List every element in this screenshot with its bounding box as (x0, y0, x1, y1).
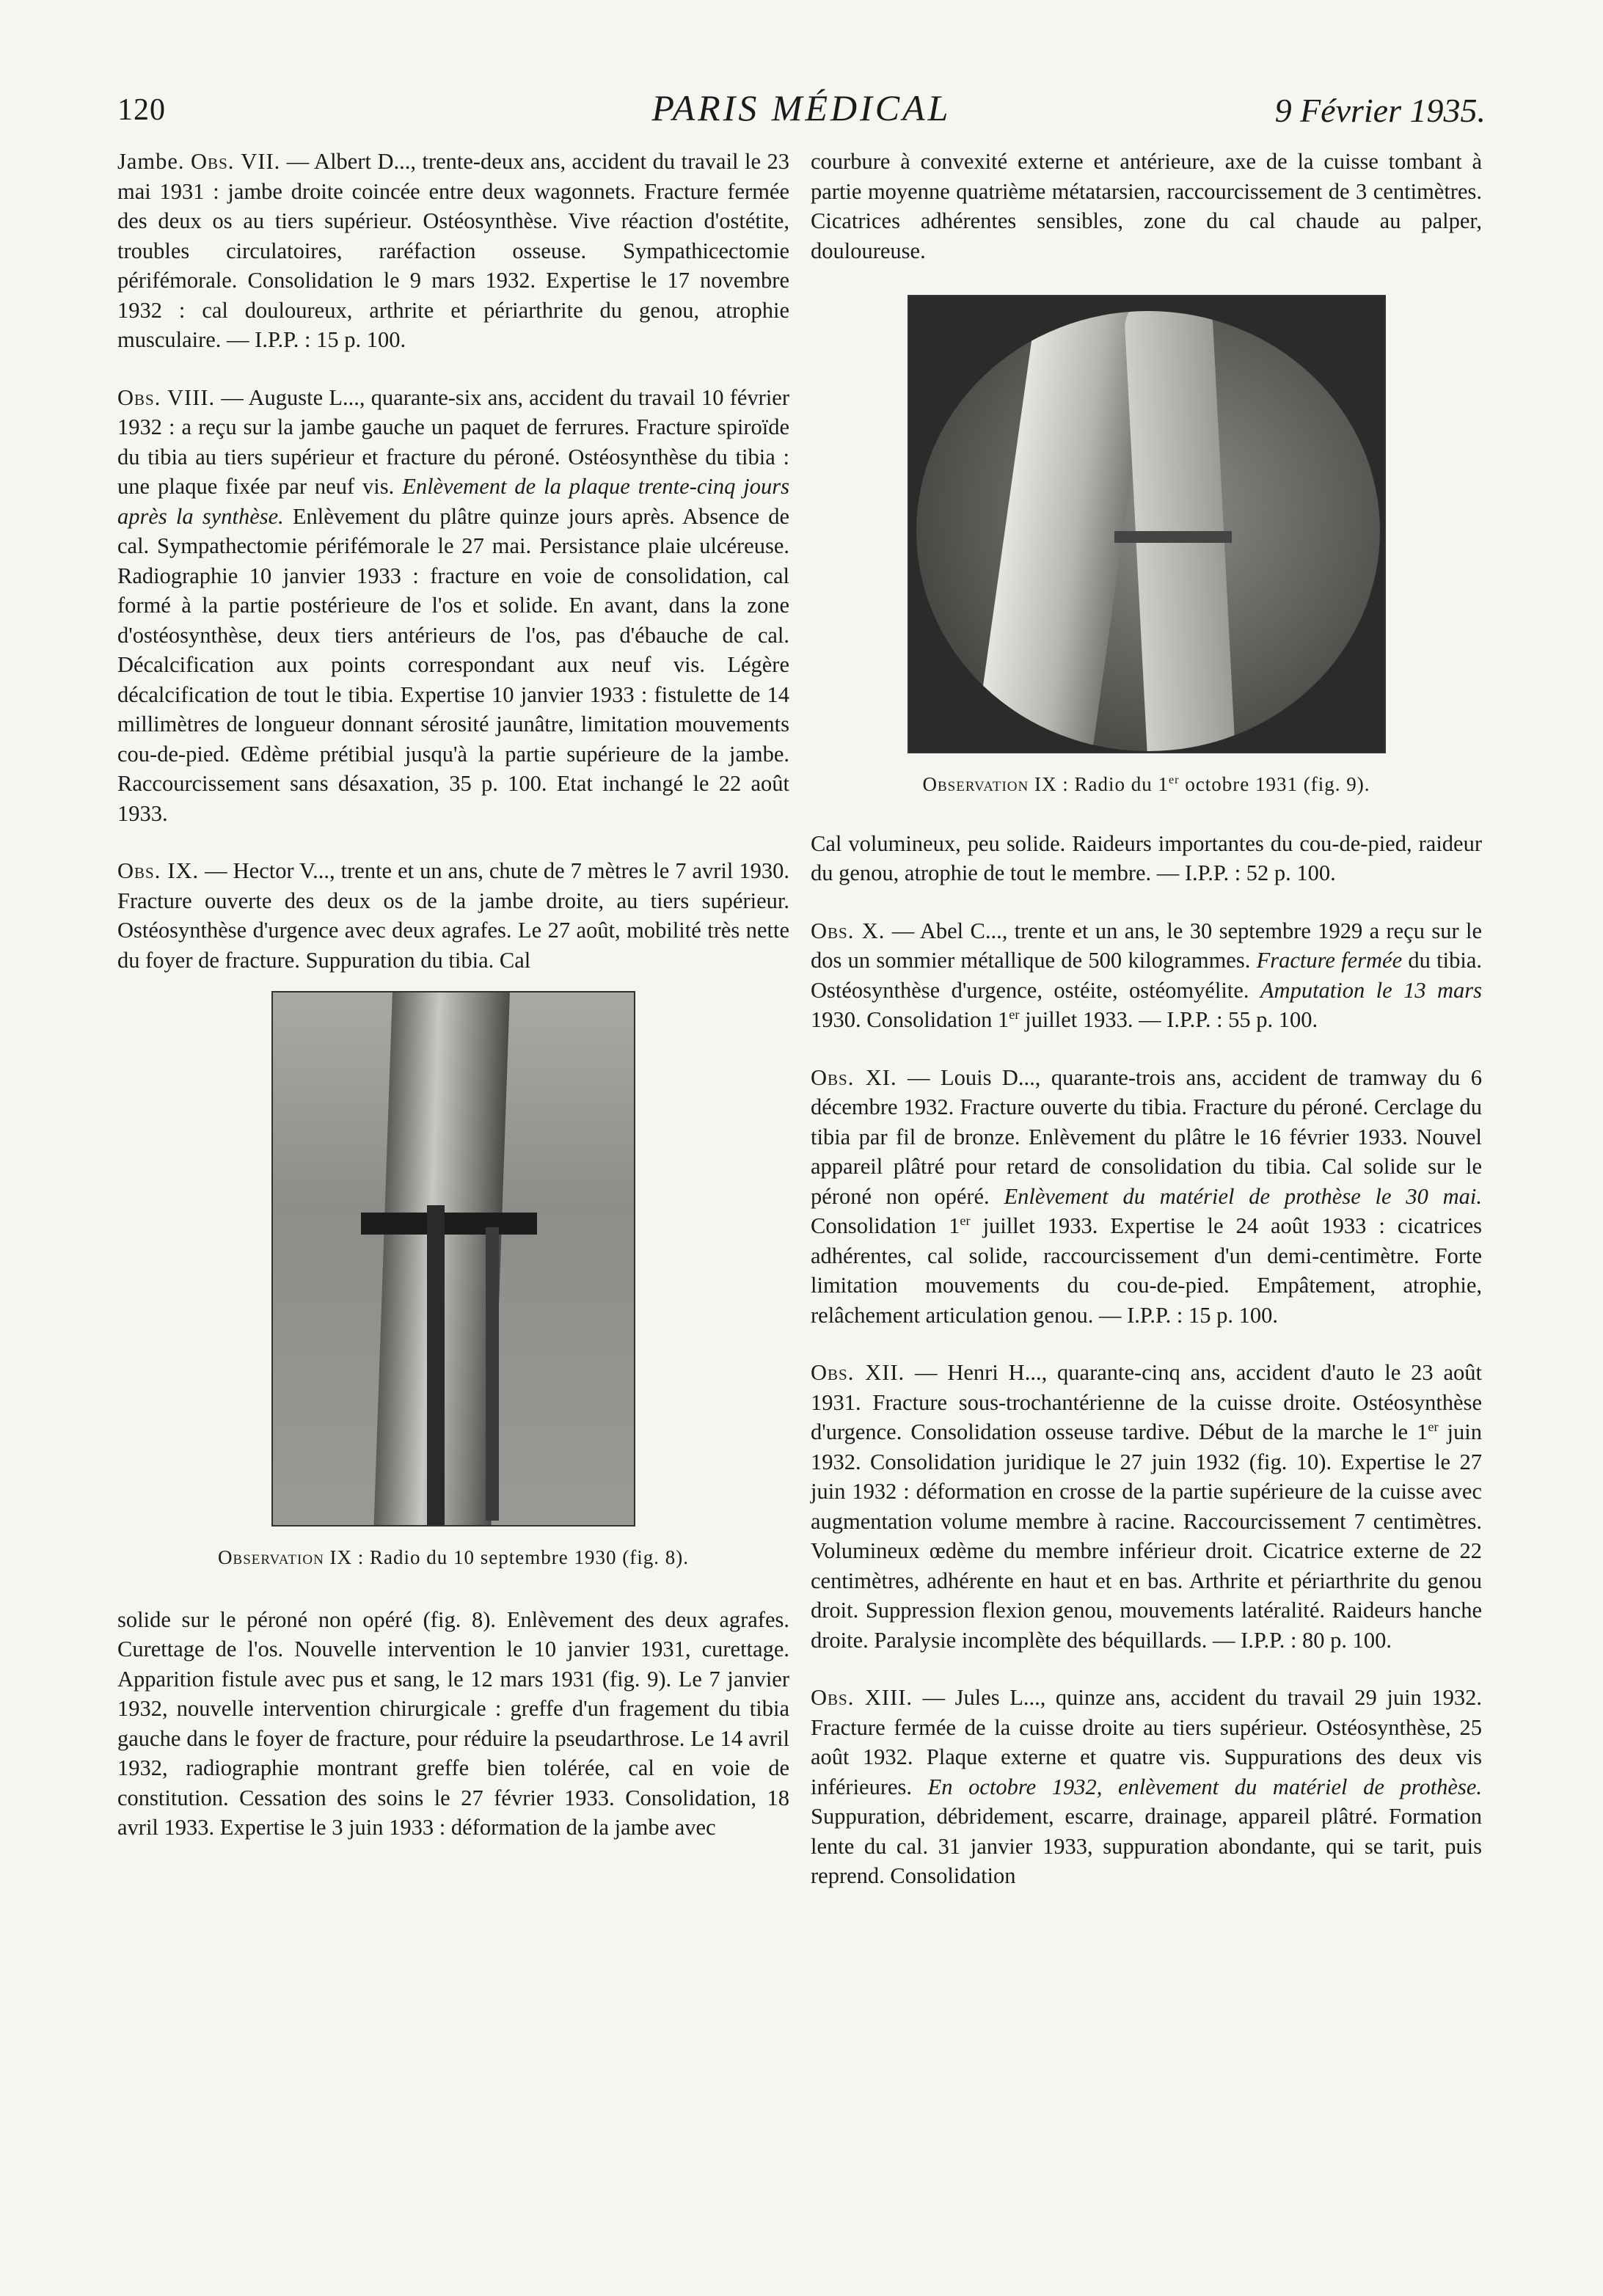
obs-10-tag: Obs. X. (811, 918, 886, 943)
obs-11-sup: er (960, 1213, 971, 1228)
radiograph-figure-9 (908, 295, 1386, 753)
obs-13-text-b: Suppuration, débridement, escarre, drainage, appareil plâtré. Formation lente du cal. 31 janvier 1933, suppuration abondante, qui se tarit, puis reprend. Consolidation (811, 1804, 1482, 1888)
obs-10-text-c: 1930. Consolidation 1 (811, 1007, 1009, 1032)
obs-13-tag: Obs. XIII. (811, 1685, 913, 1710)
obs-11-text-c: juillet 1933. Expertise le 24 août 1933 : cicatrices adhérentes, cal solide, raccourcissement d'un demi-centimètre. Forte limitation mouvements du cou-de-pied. Empâtement, atrophie, relâchement articulation genou. — I.P.P. : 15 p. 100. (811, 1213, 1483, 1328)
staple-plate (361, 1213, 537, 1235)
left-column (117, 147, 789, 1871)
obs-continued-text: courbure à convexité externe et antérieure, axe de la cuisse tombant à partie moyenne quatrième métatarsien, raccourcissement de 3 centimètres. Cicatrices adhérentes sensibles, zone du cal chaude au palper, douloureuse. (811, 149, 1482, 263)
obs-13-italic: En octobre 1932, enlèvement du matériel de prothèse. (927, 1774, 1482, 1799)
figure-9-caption-text-b: octobre 1931 (fig. 9). (1179, 773, 1370, 795)
figure-9 (811, 295, 1482, 800)
figure-8-caption-text: : Radio du 10 septembre 1930 (fig. 8). (352, 1546, 689, 1568)
obs-10-text-b: du tibia. Ostéosynthèse d'urgence, ostéite, ostéomyélite. (811, 948, 1482, 1003)
obs-12-sup: er (1428, 1419, 1439, 1434)
journal-title: PARIS MÉDICAL (651, 87, 952, 128)
obs-13-paragraph (811, 1683, 1482, 1891)
figure-8 (117, 991, 789, 1573)
obs-continued-paragraph (811, 147, 1482, 266)
figure-9-caption-text-a: : Radio du 1 (1056, 773, 1169, 795)
obs-9-continued (117, 1605, 789, 1843)
obs-8-tag: Obs. VIII. (117, 384, 216, 410)
obs-7-tag: Obs. VII. (191, 149, 281, 174)
staple-rod-2 (486, 1227, 499, 1521)
obs-12-tag: Obs. XII. (811, 1360, 905, 1385)
obs-10-text-a: — Abel C..., trente et un ans, le 30 septembre 1929 a reçu sur le dos un sommier métallique de 500 kilogrammes. (811, 918, 1482, 973)
obs-9-tag: Obs. IX. (117, 858, 200, 883)
obs-10-paragraph (811, 916, 1482, 1035)
obs-11-paragraph (811, 1063, 1482, 1331)
page-number: 120 (117, 93, 166, 127)
issue-date: 9 Février 1935. (1274, 92, 1486, 129)
obs-8-text-b: Enlèvement du plâtre quinze jours après. Absence de cal. Sympathectomie périfémorale le 27 mai. Persistance plaie ulcéreuse. Radiographie 10 janvier 1933 : fracture en voie de consolidation, cal formé à la partie postérieure de l'os et solide. En avant, dans la zone d'ostéosynthèse, deux tiers antérieurs de l'os, pas d'ébauche de cal. Décalcification aux points correspondant aux neuf vis. Légère décalcification de tout le tibia. Expertise 10 janvier 1933 : fistulette de 14 millimètres de longueur donnant sérosité jaunâtre, limitation mouvements cou-de-pied. Œdème prétibial jusqu'à la partie supérieure de la jambe. Raccourcissement sans désaxation, 35 p. 100. Etat inchangé le 22 août 1933. (117, 503, 789, 826)
figure-8-caption (117, 1543, 789, 1573)
obs-7-paragraph (117, 147, 789, 355)
staple-rod (427, 1205, 445, 1527)
right-column (811, 147, 1482, 1919)
obs-8-paragraph (117, 383, 789, 829)
obs-9-continued-text: solide sur le péroné non opéré (fig. 8). Enlèvement des deux agrafes. Curettage de l'os. Nouvelle intervention le 10 janvier 1931, curettage. Apparition fistule avec pus et sang, le 12 mars 1931 (fig. 9). Le 7 janvier 1932, nouvelle intervention chirurgicale : greffe d'un fragement du tibia gauche dans le foyer de fracture, pour réduire la pseudarthrose. Le 14 avril 1932, radiographie montrant greffe bien tolérée, cal en voie de constitution. Cessation des soins le 27 février 1933. Consolidation, 18 avril 1933. Expertise le 3 juin 1933 : déformation de la jambe avec (117, 1606, 789, 1840)
radiograph-figure-8 (271, 991, 635, 1527)
figure-8-caption-tag: Observation IX (218, 1546, 353, 1568)
radiograph-disc (916, 311, 1380, 751)
obs-7-text: — Albert D..., trente-deux ans, accident du travail le 23 mai 1931 : jambe droite coincée entre deux wagonnets. Fracture fermée des deux os au tiers supérieur. Ostéosynthèse. Vive réaction d'ostétite, troubles circulatoires, raréfaction osseuse. Sympathicectomie périfémorale. Consolidation le 9 mars 1932. Expertise le 17 novembre 1932 : cal douloureux, arthrite et périarthrite du genou, atrophie musculaire. — I.P.P. : 15 p. 100. (117, 149, 789, 352)
obs-10-italic-a: Fracture fermée (1256, 948, 1403, 973)
obs-9-text: — Hector V..., trente et un ans, chute de 7 mètres le 7 avril 1930. Fracture ouverte des deux os de la jambe droite, au tiers supérieur. Ostéosynthèse d'urgence avec deux agrafes. Le 27 août, mobilité très nette du foyer de fracture. Suppuration du tibia. Cal (117, 858, 789, 973)
obs-10-sup: er (1009, 1006, 1020, 1022)
obs-12-text-b: juin 1932. Consolidation juridique le 27 juin 1932 (fig. 10). Expertise le 27 juin 1932 : déformation en crosse de la partie supérieure de la cuisse avec augmentation volume membre à racine. Raccourcissement 7 centimètres. Volumineux œdème du membre inférieur droit. Cicatrice externe de 22 centimètres, adhérente en haut et en bas. Arthrite et périarthrite du genou droit. Suppression flexion genou, mouvements latéralité. Raideurs hanche droite. Paralysie incomplète des béquillards. — I.P.P. : 80 p. 100. (811, 1419, 1482, 1653)
obs-11-tag: Obs. XI. (811, 1064, 897, 1090)
figure-9-caption (811, 769, 1482, 800)
figure-9-caption-sup: er (1168, 773, 1180, 786)
section-label: Jambe. (117, 149, 185, 174)
obs-11-italic: Enlèvement du matériel de prothèse le 30 mai. (1004, 1183, 1482, 1209)
obs-11-text-b: Consolidation 1 (811, 1213, 960, 1238)
obs-8-text-a: — Auguste L..., quarante-six ans, accident du travail 10 février 1932 : a reçu sur la jambe gauche un paquet de ferrures. Fracture spiroïde du tibia au tiers supérieur et fracture du péroné. Ostéosynthèse du tibia : une plaque fixée par neuf vis. (117, 384, 789, 499)
obs-9-end-paragraph (811, 829, 1482, 888)
figure-9-caption-tag: Observation IX (922, 773, 1057, 795)
page-header (117, 87, 1486, 145)
obs-13-text-a: — Jules L..., quinze ans, accident du travail 29 juin 1932. Fracture fermée de la cuisse droite au tiers supérieur. Ostéosynthèse, 25 août 1932. Plaque externe et quatre vis. Suppurations des deux vis inférieures. (811, 1685, 1482, 1799)
obs-9-paragraph (117, 856, 789, 975)
obs-11-text-a: — Louis D..., quarante-trois ans, accident de tramway du 6 décembre 1932. Fracture ouverte du tibia. Fracture du péroné. Cerclage du tibia par fil de bronze. Enlèvement du plâtre le 16 février 1933. Nouvel appareil plâtré pour retard de consolidation du tibia. Cal solide sur le péroné non opéré. (811, 1064, 1482, 1209)
obs-12-paragraph (811, 1358, 1482, 1655)
obs-10-text-d: juillet 1933. — I.P.P. : 55 p. 100. (1019, 1007, 1318, 1032)
obs-10-italic-b: Amputation le 13 mars (1260, 977, 1482, 1003)
fracture-line (1114, 531, 1232, 543)
obs-8-italic: Enlèvement de la plaque trente-cinq jours après la synthèse. (117, 474, 789, 529)
obs-12-text-a: — Henri H..., quarante-cinq ans, accident d'auto le 23 août 1931. Fracture sous-trochantérienne de la cuisse droite. Ostéosynthèse d'urgence. Consolidation osseuse tardive. Début de la marche le 1 (811, 1360, 1482, 1444)
obs-9-end-text: Cal volumineux, peu solide. Raideurs importantes du cou-de-pied, raideur du genou, atrophie de tout le membre. — I.P.P. : 52 p. 100. (811, 830, 1482, 885)
